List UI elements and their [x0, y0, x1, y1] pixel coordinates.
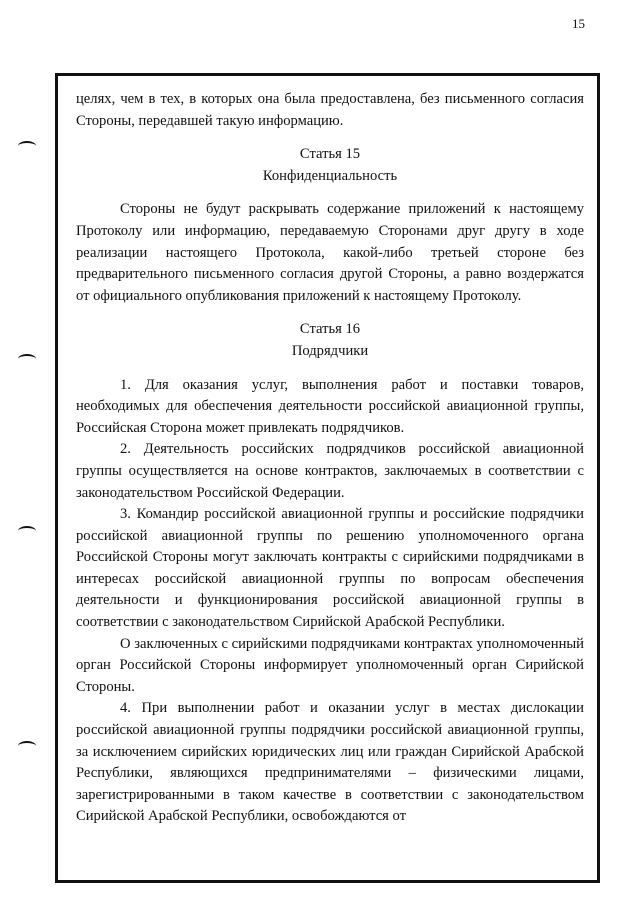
article-16-paragraph-3-notice: О заключенных с сирийскими подрядчиками контрактах уполномоченный орган Российской Стороны информирует уполномоченный орган Сирийской Стороны.	[76, 635, 584, 695]
article-16-paragraph-1: 1. Для оказания услуг, выполнения работ и поставки товаров, необходимых для обеспечения деятельности российской авиационной группы, Российская Сторона может привлекать подрядчиков.	[76, 376, 584, 436]
article-15-text: Стороны не будут раскрывать содержание приложений к настоящему Протоколу или информацию, передаваемую Сторонами друг другу в ходе реализации настоящего Протокола, какой-либо третьей стороне без предварительного письменного согласия другой Стороны, а равно воздержатся от официального опубликования приложений к настоящему Протоколу.	[76, 201, 584, 304]
article-16-paragraph-2: 2. Деятельность российских подрядчиков российской авиационной группы осуществляется на основе контрактов, заключаемых в соответствии с законодательством Российской Федерации.	[76, 441, 584, 501]
binder-hole-mark-4	[18, 741, 36, 751]
continuation-paragraph: целях, чем в тех, в которых она была предоставлена, без письменного согласия Стороны, передавшей такую информацию.	[76, 91, 584, 129]
page-number: 15	[572, 16, 585, 31]
article-16-heading: Статья 16	[299, 321, 361, 338]
article-16-title: Подрядчики	[291, 342, 369, 359]
binder-hole-mark-1	[18, 141, 36, 151]
binder-hole-mark-3	[18, 526, 36, 536]
article-15-heading: Статья 15	[299, 146, 361, 163]
binder-hole-mark-2	[18, 354, 36, 364]
article-15-title: Конфиденциальность	[262, 167, 398, 184]
article-16-paragraph-3: 3. Командир российской авиационной группы и российские подрядчики российской авиационной группы по решению уполномоченного органа Российской Стороны могут заключать контракты с сирийскими подрядчиками в интересах российской авиационной группы по вопросам обеспечения деятельности и функционирования российской авиационной группы в соответствии с законодательством Сирийской Арабской Республики.	[76, 506, 584, 631]
article-16-paragraph-4: 4. При выполнении работ и оказании услуг в местах дислокации российской авиационной группы подрядчики российской авиационной группы, за исключением сирийских юридических лиц или граждан Сирийской Арабской Республики, являющихся предпринимателями – физическими лицами, зарегистрированными в таком качестве в соответствии с законодательством Сирийской Арабской Республики, освобождаются от	[76, 700, 584, 825]
document-body	[76, 89, 584, 828]
